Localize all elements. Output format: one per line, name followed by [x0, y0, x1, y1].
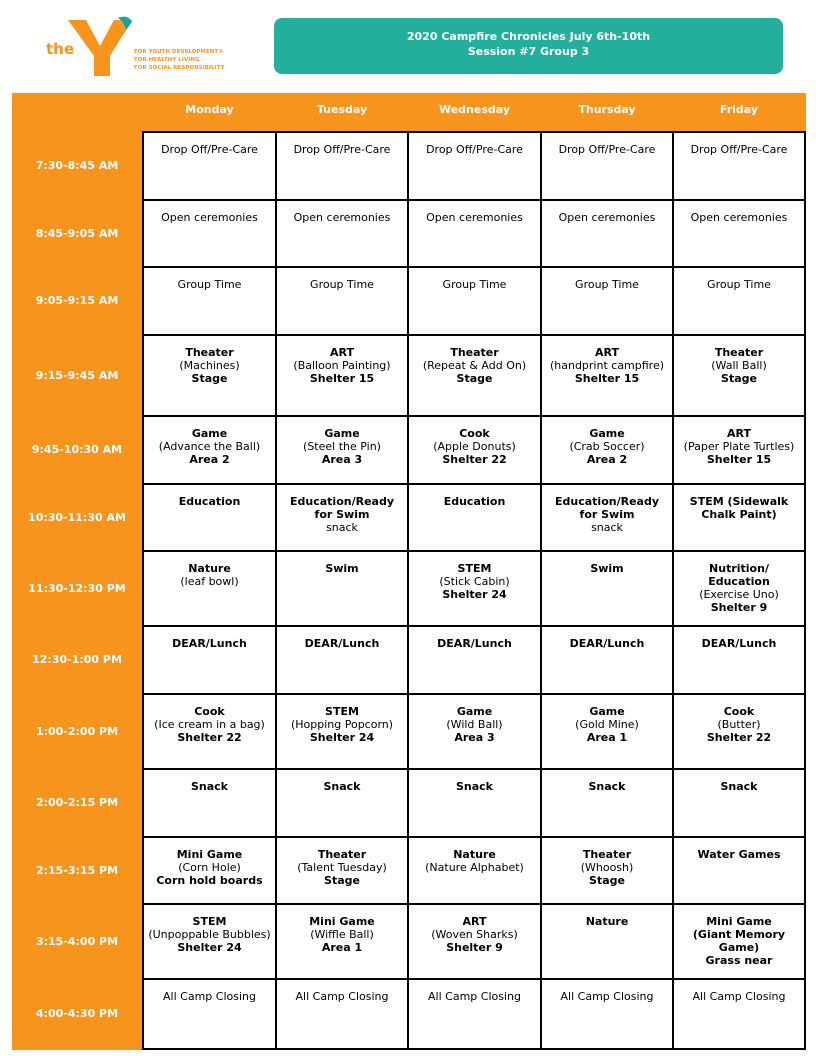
activity-title: Stage: [589, 874, 625, 887]
activity-title: Area 2: [586, 453, 628, 466]
activity-title: Grass near: [705, 954, 773, 967]
activity-title: Stage: [456, 372, 493, 385]
activity-title: Shelter 15: [706, 453, 772, 466]
day-header-tuesday: Tuesday: [316, 103, 368, 116]
schedule-cell: [542, 627, 672, 693]
schedule-cell: [674, 695, 804, 768]
schedule-cell: [542, 336, 672, 415]
schedule-cell: [144, 485, 275, 550]
time-slot-label: 9:15-9:45 AM: [35, 369, 119, 382]
activity-title: Stage: [191, 372, 228, 385]
activity-detail: (leaf bowl): [180, 575, 239, 588]
y-logo-icon: [66, 16, 136, 78]
activity-detail: Group Time: [575, 278, 639, 291]
activity-title: ART: [595, 346, 619, 359]
schedule-cell: [542, 905, 672, 978]
activity-title: Game: [324, 427, 360, 440]
schedule-cell: [674, 980, 804, 1048]
schedule-cell: [277, 485, 407, 550]
time-slot-label: 2:15-3:15 PM: [35, 864, 119, 877]
time-slot-label: 11:30-12:30 PM: [28, 582, 126, 595]
activity-title: Theater: [714, 346, 764, 359]
activity-detail: (Gold Mine): [575, 718, 639, 731]
activity-title: Swim: [325, 562, 359, 575]
activity-detail: Open ceremonies: [690, 211, 788, 224]
activity-detail: (Whoosh): [580, 861, 634, 874]
activity-detail: (Corn Hole): [178, 861, 241, 874]
activity-detail: (Nature Alphabet): [425, 861, 524, 874]
activity-title: Education: [443, 495, 506, 508]
schedule-cell: [674, 838, 804, 903]
activity-title: ART: [330, 346, 354, 359]
activity-title: Mini Game: [706, 915, 772, 928]
schedule-cell: [277, 695, 407, 768]
schedule-cell: [542, 770, 672, 836]
activity-title: Shelter 24: [442, 588, 507, 601]
session-banner: [274, 18, 783, 74]
schedule-cell: [542, 485, 672, 550]
activity-detail: (Paper Plate Turtles): [683, 440, 795, 453]
schedule-cell: [674, 201, 804, 266]
activity-title: STEM: [325, 705, 359, 718]
activity-title: Shelter 9: [710, 601, 768, 614]
schedule-cell: [144, 838, 275, 903]
activity-detail: (Exercise Uno): [699, 588, 779, 601]
day-header-wednesday: Wednesday: [438, 103, 511, 116]
activity-title: Swim: [590, 562, 624, 575]
schedule-cell: [277, 905, 407, 978]
schedule-cell: [144, 336, 275, 415]
schedule-cell: [674, 268, 804, 334]
activity-detail: (Unpoppable Bubbles): [148, 928, 271, 941]
activity-title: Shelter 24: [309, 731, 375, 744]
schedule-cell: [674, 417, 804, 483]
schedule-cell: [277, 770, 407, 836]
activity-title: Shelter 24: [177, 941, 242, 954]
activity-title: Area 2: [189, 453, 230, 466]
activity-title: Theater: [317, 848, 367, 861]
activity-detail: Group Time: [707, 278, 771, 291]
activity-detail: (Balloon Painting): [293, 359, 391, 372]
logo-tagline-2: FOR HEALTHY LIVING: [134, 57, 200, 63]
schedule-cell: [674, 485, 804, 550]
activity-detail: (Apple Donuts): [433, 440, 516, 453]
schedule-cell: [144, 980, 275, 1048]
activity-title: Area 3: [321, 453, 363, 466]
logo-ymca-text: YMCA: [114, 55, 126, 73]
activity-detail: snack: [326, 521, 358, 534]
schedule-cell: [409, 417, 540, 483]
time-slot-label: 3:15-4:00 PM: [35, 935, 119, 948]
activity-title: Cook: [194, 705, 225, 718]
activity-title: DEAR/Lunch: [304, 637, 380, 650]
schedule-cell: [542, 838, 672, 903]
activity-title: DEAR/Lunch: [437, 637, 512, 650]
activity-title: Stage: [324, 874, 360, 887]
activity-detail: (Crab Soccer): [569, 440, 645, 453]
time-slot-label: 4:00-4:30 PM: [35, 1007, 119, 1020]
logo-tagline: [134, 48, 225, 72]
schedule-cell: [542, 268, 672, 334]
activity-detail: Open ceremonies: [161, 211, 258, 224]
schedule-cell: [674, 552, 804, 625]
activity-title: Mini Game: [176, 848, 243, 861]
schedule-cell: [277, 980, 407, 1048]
schedule-grid: [142, 131, 806, 1050]
activity-detail: Drop Off/Pre-Care: [690, 143, 788, 156]
activity-detail: Group Time: [442, 278, 507, 291]
schedule-cell: [277, 552, 407, 625]
activity-detail: All Camp Closing: [295, 990, 389, 1003]
activity-title: Snack: [455, 780, 493, 793]
day-header-friday: Friday: [719, 103, 759, 116]
schedule-cell: [409, 133, 540, 199]
activity-title: Cook: [723, 705, 755, 718]
activity-title: STEM: [192, 915, 227, 928]
activity-title: ART: [462, 915, 487, 928]
schedule-cell: [542, 133, 672, 199]
time-slot-label: 9:45-10:30 AM: [31, 443, 123, 456]
schedule-cell: [277, 268, 407, 334]
time-slot-label: 12:30-1:00 PM: [32, 653, 122, 666]
ymca-logo: [40, 14, 240, 80]
activity-title: (Giant Memory Game): [692, 928, 786, 954]
activity-title: Game: [589, 427, 625, 440]
activity-title: Shelter 15: [309, 372, 375, 385]
activity-title: Education/Ready for Swim: [290, 495, 394, 521]
day-header-thursday: Thursday: [578, 103, 636, 116]
activity-title: Shelter 22: [442, 453, 507, 466]
schedule-cell: [409, 485, 540, 550]
activity-detail: (Advance the Ball): [158, 440, 261, 453]
schedule-cell: [542, 980, 672, 1048]
activity-title: Snack: [588, 780, 626, 793]
schedule-cell: [409, 336, 540, 415]
activity-title: Snack: [323, 780, 361, 793]
activity-detail: Open ceremonies: [293, 211, 391, 224]
activity-detail: (Butter): [717, 718, 761, 731]
activity-detail: All Camp Closing: [692, 990, 786, 1003]
activity-detail: All Camp Closing: [428, 990, 521, 1003]
schedule-cell: [144, 268, 275, 334]
activity-title: Shelter 22: [177, 731, 242, 744]
schedule-cell: [409, 695, 540, 768]
activity-title: Education: [178, 495, 241, 508]
activity-detail: (Repeat & Add On): [422, 359, 527, 372]
activity-title: Nutrition/ Education: [708, 562, 770, 588]
time-slot-label: 1:00-2:00 PM: [35, 725, 119, 738]
schedule-cell: [674, 770, 804, 836]
activity-detail: snack: [591, 521, 623, 534]
activity-title: DEAR/Lunch: [172, 637, 247, 650]
schedule-cell: [277, 417, 407, 483]
logo-tagline-3: FOR SOCIAL RESPONSIBILITY: [134, 65, 225, 71]
time-slot-label: 10:30-11:30 AM: [28, 511, 126, 524]
schedule-cell: [409, 770, 540, 836]
schedule-cell: [277, 336, 407, 415]
schedule-cell: [409, 905, 540, 978]
activity-detail: (Steel the Pin): [303, 440, 381, 453]
logo-letter: [40, 14, 41, 15]
activity-title: STEM (Sidewalk Chalk Paint): [689, 495, 789, 521]
activity-detail: (Ice cream in a bag): [154, 718, 265, 731]
activity-detail: Group Time: [177, 278, 242, 291]
schedule-cell: [144, 627, 275, 693]
logo-the-text: the: [46, 40, 75, 58]
schedule-cell: [144, 770, 275, 836]
schedule-cell: [277, 627, 407, 693]
activity-title: STEM: [457, 562, 492, 575]
activity-title: DEAR/Lunch: [701, 637, 777, 650]
day-header-monday: Monday: [185, 103, 234, 116]
time-slot-label: 2:00-2:15 PM: [35, 796, 119, 809]
schedule-cell: [674, 133, 804, 199]
activity-detail: (Wall Ball): [711, 359, 767, 372]
activity-title: Theater: [450, 346, 499, 359]
schedule-cell: [542, 201, 672, 266]
schedule-cell: [542, 552, 672, 625]
schedule-cell: [144, 695, 275, 768]
activity-title: ART: [727, 427, 751, 440]
activity-title: Theater: [582, 848, 632, 861]
activity-title: Area 1: [586, 731, 628, 744]
activity-detail: Open ceremonies: [558, 211, 656, 224]
activity-detail: (Machines): [179, 359, 240, 372]
activity-title: Shelter 22: [706, 731, 772, 744]
activity-title: DEAR/Lunch: [569, 637, 645, 650]
schedule-cell: [144, 417, 275, 483]
schedule-cell: [409, 268, 540, 334]
activity-title: Area 1: [321, 941, 363, 954]
activity-title: Game: [191, 427, 228, 440]
schedule-cell: [674, 905, 804, 978]
schedule-cell: [542, 417, 672, 483]
activity-title: Water Games: [697, 848, 781, 861]
activity-detail: (Stick Cabin): [439, 575, 510, 588]
schedule-cell: [144, 905, 275, 978]
activity-title: Nature: [453, 848, 496, 861]
schedule-cell: [409, 838, 540, 903]
activity-title: Shelter 9: [446, 941, 503, 954]
schedule-cell: [144, 133, 275, 199]
activity-detail: Drop Off/Pre-Care: [426, 143, 523, 156]
schedule-cell: [144, 201, 275, 266]
activity-title: Nature: [188, 562, 231, 575]
activity-detail: (Wild Ball): [446, 718, 503, 731]
activity-detail: (Woven Sharks): [431, 928, 518, 941]
activity-title: Area 3: [454, 731, 495, 744]
banner-title: 2020 Campfire Chronicles July 6th-10th: [406, 30, 651, 43]
activity-detail: (Talent Tuesday): [297, 861, 387, 874]
activity-title: Nature: [585, 915, 629, 928]
activity-title: Shelter 15: [574, 372, 640, 385]
schedule-cell: [277, 133, 407, 199]
schedule-table: [12, 93, 806, 1050]
activity-detail: Drop Off/Pre-Care: [293, 143, 391, 156]
schedule-cell: [409, 552, 540, 625]
activity-detail: (Wiffle Ball): [310, 928, 374, 941]
activity-title: Snack: [720, 780, 758, 793]
activity-title: Snack: [190, 780, 228, 793]
schedule-cell: [409, 980, 540, 1048]
time-slot-label: 8:45-9:05 AM: [35, 227, 119, 240]
activity-title: Education/Ready for Swim: [555, 495, 659, 521]
time-slot-label: 9:05-9:15 AM: [35, 294, 119, 307]
activity-title: Game: [589, 705, 625, 718]
activity-detail: (handprint campfire): [549, 359, 665, 372]
activity-detail: Drop Off/Pre-Care: [558, 143, 656, 156]
time-slot-label: 7:30-8:45 AM: [35, 159, 119, 172]
schedule-cell: [409, 201, 540, 266]
schedule-cell: [674, 336, 804, 415]
logo-tagline-1: FOR YOUTH DEVELOPMENT®: [134, 49, 224, 55]
activity-title: Stage: [721, 372, 757, 385]
activity-title: Game: [456, 705, 493, 718]
activity-title: Mini Game: [309, 915, 375, 928]
activity-title: Theater: [185, 346, 234, 359]
activity-detail: All Camp Closing: [560, 990, 654, 1003]
activity-detail: All Camp Closing: [163, 990, 256, 1003]
activity-detail: (Hopping Popcorn): [290, 718, 394, 731]
activity-title: Cook: [459, 427, 490, 440]
schedule-cell: [277, 201, 407, 266]
activity-title: Corn hold boards: [156, 874, 263, 887]
schedule-cell: [674, 627, 804, 693]
activity-detail: Open ceremonies: [426, 211, 523, 224]
activity-detail: Group Time: [310, 278, 374, 291]
schedule-cell: [542, 695, 672, 768]
schedule-cell: [277, 838, 407, 903]
activity-detail: Drop Off/Pre-Care: [161, 143, 258, 156]
schedule-cell: [144, 552, 275, 625]
banner-subtitle: Session #7 Group 3: [467, 45, 590, 58]
schedule-cell: [409, 627, 540, 693]
